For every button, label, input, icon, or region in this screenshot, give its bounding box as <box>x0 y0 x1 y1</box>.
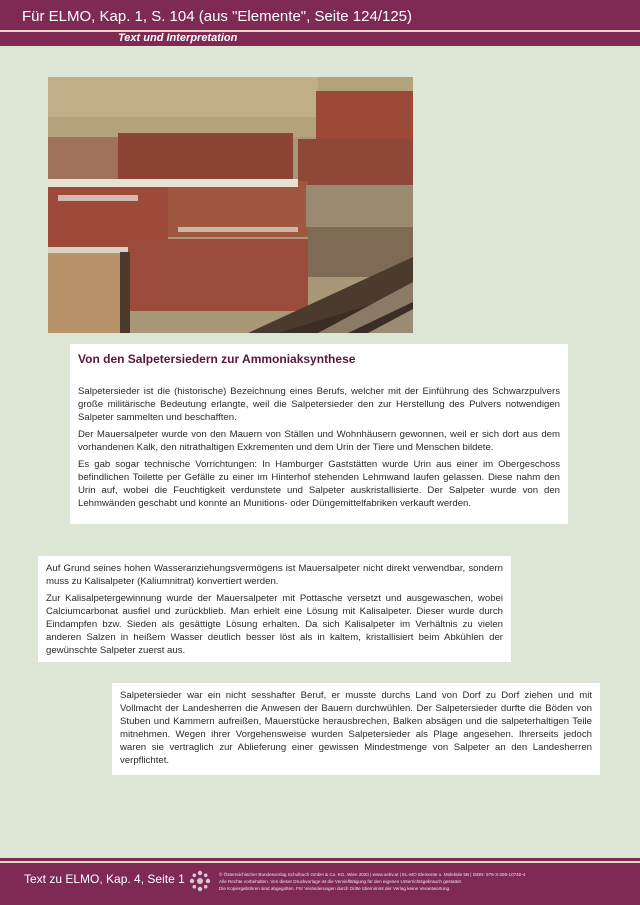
brick-wall-photo <box>48 77 413 333</box>
page-subtitle: Text und Interpretation <box>118 32 238 44</box>
article-paragraph-2: Der Mauersalpeter wurde von den Mauern von Ställen und Wohnhäusern gewonnen, weil er sich dort aus dem vorhandenen Kalk, den nitrathaltigen Exkrementen und dem Urin der Tiere und Menschen bildete. <box>78 429 560 453</box>
kalisalpeter-box <box>38 556 511 662</box>
footer-title: Text zu ELMO, Kap. 4, Seite 1 <box>24 872 185 886</box>
kalisalpeter-paragraph-2: Zur Kalisalpetergewinnung wurde der Mauersalpeter mit Pottasche versetzt und ausgewaschen, wobei Calciumcarbonat ausfiel und zurückblieb. Man erhielt eine Lösung mit Kalisalpeter. Dieser wurde durch Eindampfen bzw. Sieden als gesättigte Lösung erhalten. Da sich Kalisalpeter im Verhältnis zu vielen anderen Salzen in heißem Wasser deutlich besser löst als in kaltem, kristallisiert beim Abkühlen der gewünschte Salpeter zuerst aus. <box>46 593 503 656</box>
footer-legal-line-1: © Österreichischer Bundesverlag Schulbuch GmbH & Co. KG, Wien 2020 | www.oebv.at | EL-MO Elemente u. Moleküle 5B | ISBN: 978-3-209-10740-4 <box>219 872 526 877</box>
article-paragraph-1: Salpetersieder ist die (historische) Bezeichnung eines Berufs, welcher mit der Einführung des Schwarzpulvers große militärische Bedeutung erlangte, weil die Salpetersieder den zur Herstellung des Pulvers notwendigen Salpeter sammelten und beschafften. <box>78 386 560 423</box>
salpetersieder-box <box>112 683 600 775</box>
footer-legal-line-2: Alle Rechte vorbehalten. Von dieser Druckvorlage ist die Vervielfältigung für den eigenen Unterrichtsgebrauch gestattet. <box>219 879 463 884</box>
article-heading: Von den Salpetersiedern zur Ammoniaksynthese <box>78 352 356 366</box>
article-box <box>70 344 568 524</box>
article-paragraph-3: Es gab sogar technische Vorrichtungen: In Hamburger Gaststätten wurde Urin aus einer im Obergeschoss befindlichen Toilette per Gefälle zu einer im Hinterhof stehenden Lehmwand laufen gelassen. Diese nahm den Urin auf, wobei die Feuchtigkeit verdunstete und Salpeter auskristallisierte. Der Salpeter wurde von den Lehmwänden geschabt und konnte an Munitions- oder Düngemittelfabriken verkauft werden. <box>78 459 560 509</box>
footer-legal <box>219 871 629 892</box>
oebv-logo-icon <box>189 870 211 892</box>
footer-legal-line-3: Die Kopiergebühren sind abgegolten. Für Veränderungen durch Dritte übernimmt der Verlag keine Verantwortung. <box>219 886 451 891</box>
page-footer <box>0 858 640 905</box>
page-header <box>0 0 640 46</box>
page-title: Für ELMO, Kap. 1, S. 104 (aus "Elemente", Seite 124/125) <box>22 8 413 25</box>
header-divider <box>0 30 640 32</box>
kalisalpeter-paragraph-1: Auf Grund seines hohen Wasseranziehungsvermögens ist Mauersalpeter nicht direkt verwendbar, sondern muss zu Kalisalpeter (Kaliumnitrat) konvertiert werden. <box>46 563 503 587</box>
salpetersieder-paragraph: Salpetersieder war ein nicht sesshafter Beruf, er musste durchs Land von Dorf zu Dorf ziehen und mit Vollmacht der Landesherren die Anwesen der Bauern durchwühlen. Der Salpetersieder durfte die Böden von Stuben und Kammern aufreißen, Mauerstücke herausbrechen, Balken absägen und die salpeterhaltigen Teile mitnehmen. Wegen ihrer Vorgehensweise wurden Salpetersieder als Plage angesehen. Ihrerseits jedoch waren sie vertraglich zur Ablieferung einer gewissen Mindestmenge von Salpeter an den Landesherren verpflichtet. <box>120 690 592 766</box>
footer-divider <box>0 861 640 863</box>
